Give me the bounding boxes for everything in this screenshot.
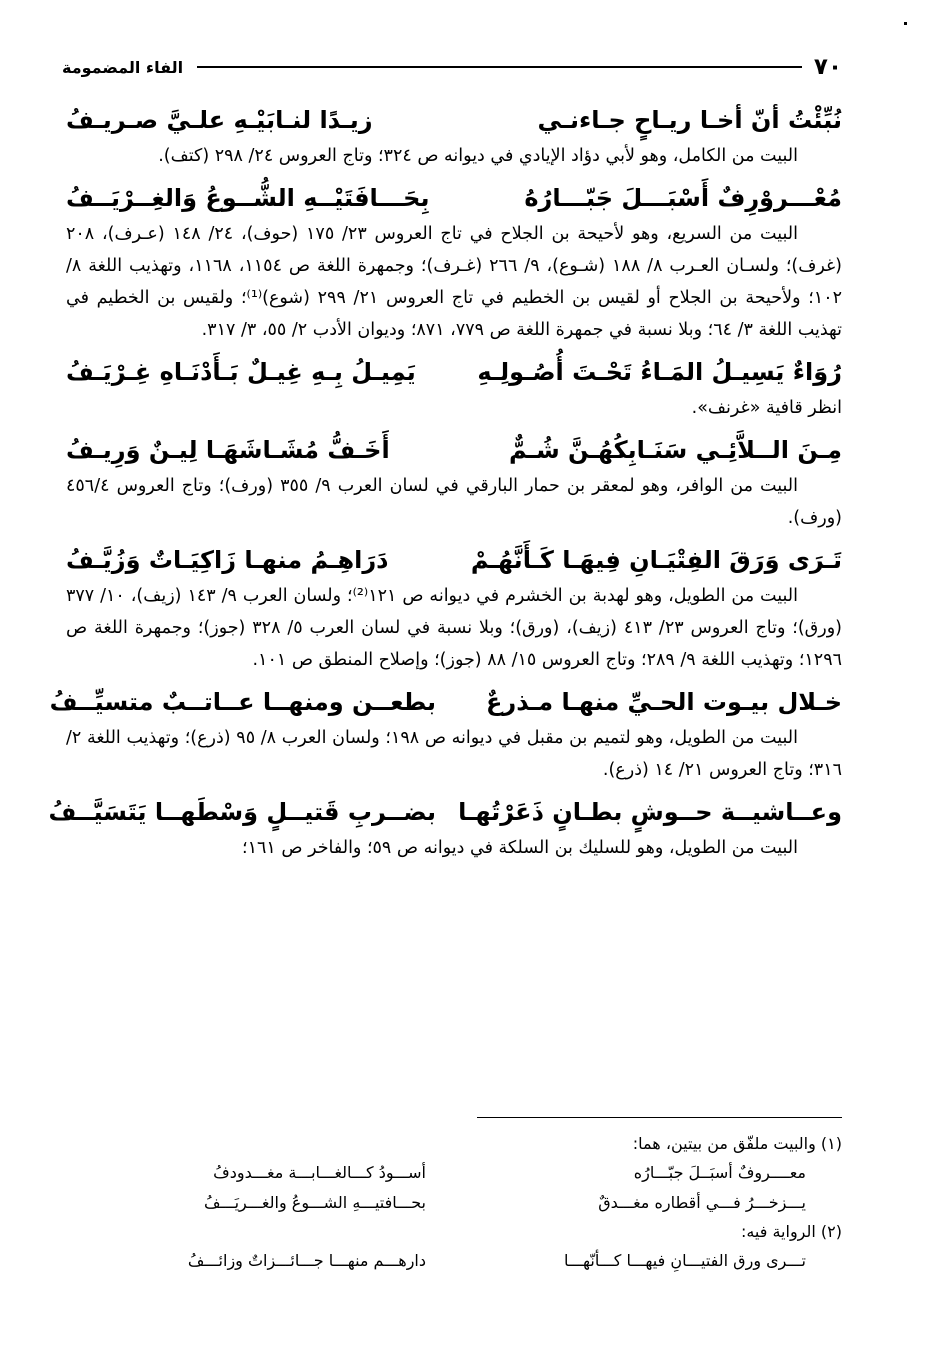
page-body	[48, 96, 843, 866]
footnote-verse-second-hemistich: دارهـــم منهـــا جـــائـــزاتٌ وزائـــفُ	[187, 1251, 426, 1270]
verse-note: البيت من الوافر، وهو لمعقر بن حمار البارقي في لسان العرب ٩/ ٣٥٥ (ورف)؛ وتاج العروس ٤٥٦/٤ (ورف).	[66, 476, 842, 528]
verse	[66, 540, 842, 580]
verse-note: انظر قافية «غرنف».	[691, 398, 842, 418]
verse-second-hemistich: يَمِيـلُ بِـهِ غِيـلٌ بَـأَدْنَـاهِ غِـرْيَـفُ	[66, 358, 416, 386]
verse	[66, 352, 842, 392]
verse	[48, 792, 842, 832]
verse	[66, 178, 842, 218]
verse	[49, 682, 842, 722]
page-number: ٧٠	[813, 54, 842, 80]
header-rule	[197, 66, 802, 68]
verse-second-hemistich: بضــربِ قَتيــلٍ وَسْطَهــا يَتَسَيَّــفُ	[48, 798, 436, 826]
verse-note: البيت من الطويل، وهو للسليك بن السلكة في ديوانه ص ٥٩؛ والفاخر ص ١٦١؛	[242, 838, 798, 858]
verse-second-hemistich: دَرَاهِـمُ منهـا زَاكِيَـاتٌ وَزُيَّـفُ	[66, 546, 389, 574]
footnote-verse	[66, 1158, 842, 1188]
verse-first-hemistich: وعــاشيــة حــوشٍ بطـانٍ ذَعَرْتُهـا	[458, 798, 842, 826]
footnote-separator	[477, 1117, 842, 1118]
verse-first-hemistich: مُعْـــروْرِفٌ أَسْبَـــلَ جَبّـــارُهُ	[524, 184, 842, 212]
verse-second-hemistich: أَخَـفُّ مُشَـاشَهَـا لِيـنٌ وَرِيـفُ	[66, 436, 390, 464]
verse	[66, 100, 842, 140]
verse-first-hemistich: رُوَاءٌ يَسِيـلُ المَـاءُ تَحْـتَ أُصُـولِـهِ	[477, 358, 842, 386]
verse-second-hemistich: بِحَـــافَتَيْــهِ الشُّــوعُ وَالغِــرْيَــفُ	[66, 184, 430, 212]
verse-first-hemistich: خـلال بيـوت الحـيِّ منهـا مـذرعٌ	[485, 688, 842, 716]
footnote-1-label: (١) والبيت ملفّق من بيتين، هما:	[632, 1134, 842, 1153]
verse-second-hemistich: زيـدًا لنـابَيْـهِ علـيَّ صـريـفُ	[66, 106, 373, 134]
chapter-title: الفاء المضمومة	[62, 57, 184, 77]
footnote-verse	[66, 1246, 842, 1276]
verse-note: البيت من الطويل، وهو لهدبة بن الخشرم في ديوانه ص ١٢١⁽²⁾؛ ولسان العرب ٩/ ١٤٣ (زيف)، ١٠/ ٣٧٧ (ورق)؛ وتاج العروس ٢٣/ ٤١٣ (زيف)، (ورق)؛ وبلا نسبة في لسان العرب ٥/ ٣٢٨ (جوز)؛ وجمهرة اللغة ص ١٢٩٦؛ وتهذيب اللغة ٩/ ٢٨٩؛ وتاج العروس ١٥/ ٨٨ (جوز)؛ وإصلاح المنطق ص ١٠١.	[66, 586, 842, 670]
verse-first-hemistich: تَـرَى وَرَقَ الفِتْيَـانِ فِيهَـا كَـأَنَّهُـمْ	[470, 546, 842, 574]
footnote-verse	[66, 1188, 842, 1218]
verse-second-hemistich: بطعــن ومنهــا عــاتــبٌ متسيِّــفُ	[49, 688, 436, 716]
verse-first-hemistich: مِـنَ الــلاَّئِـي سَنَـابِكُهُـنَّ شُـمٌّ	[509, 436, 842, 464]
footnote-verse-first-hemistich: يـــزخـــرُ فـــي أقطاره مغـــدقٌ	[598, 1193, 806, 1212]
footnote-verse-first-hemistich: تـــرى ورق الفتيـــانِ فيهـــا كـــأنّهـــا	[564, 1251, 806, 1270]
verse-note: البيت من الكامل، وهو لأبي دؤاد الإيادي في ديوانه ص ٣٢٤؛ وتاج العروس ٢٤/ ٢٩٨ (كتف).	[158, 146, 798, 166]
footnote-verse-second-hemistich: بحـــافتيـــهِ الشـــوعُ والغـــريَـــفُ	[203, 1193, 426, 1212]
verse-first-hemistich: نُبِّئْتُ أنّ أخـا ريـاحٍ جـاءنـي	[537, 106, 842, 134]
scan-speck	[904, 22, 907, 25]
footnote-verse-second-hemistich: أســـودُ كـــالغـــابـــة مغـــدودفُ	[213, 1163, 426, 1182]
verse-note: البيت من السريع، وهو لأحيحة بن الجلاح في تاج العروس ٢٣/ ١٧٥ (حوف)، ٢٤/ ١٤٨ (عـرف)، ٢٠٨ (غرف)؛ ولسـان العـرب ٨/ ١٨٨ (شـوع)، ٩/ ٢٦٦ (غـرف)؛ وجمهرة اللغة ص ١١٥٤، ١١٦٨، وتهذيب اللغة ٨/ ١٠٢؛ ولأحيحة بن الجلاح أو لقيس بن الخطيم في تاج العروس ٢١/ ٢٩٩ (شوع)⁽¹⁾؛ ولقيس بن الخطيم في تهذيب اللغة ٣/ ٦٤؛ وبلا نسبة في جمهرة اللغة ص ٧٧٩، ٨٧١؛ وديوان الأدب ٢/ ٥٥، ٣/ ٣١٧.	[66, 224, 843, 340]
verse	[66, 430, 842, 470]
footnote-2-label: (٢) الرواية فيه:	[740, 1222, 842, 1241]
verse-note: البيت من الطويل، وهو لتميم بن مقبل في ديوانه ص ١٩٨؛ ولسان العرب ٨/ ٩٥ (ذرع)؛ وتهذيب اللغة ٢/ ٣١٦؛ وتاج العروس ٢١/ ١٤ (ذرع).	[66, 728, 842, 780]
running-header	[62, 52, 842, 82]
footnotes	[66, 1130, 842, 1276]
footnote-verse-first-hemistich: معــــروفٌ أسبَــلَ جبّـــارُه	[633, 1163, 806, 1182]
